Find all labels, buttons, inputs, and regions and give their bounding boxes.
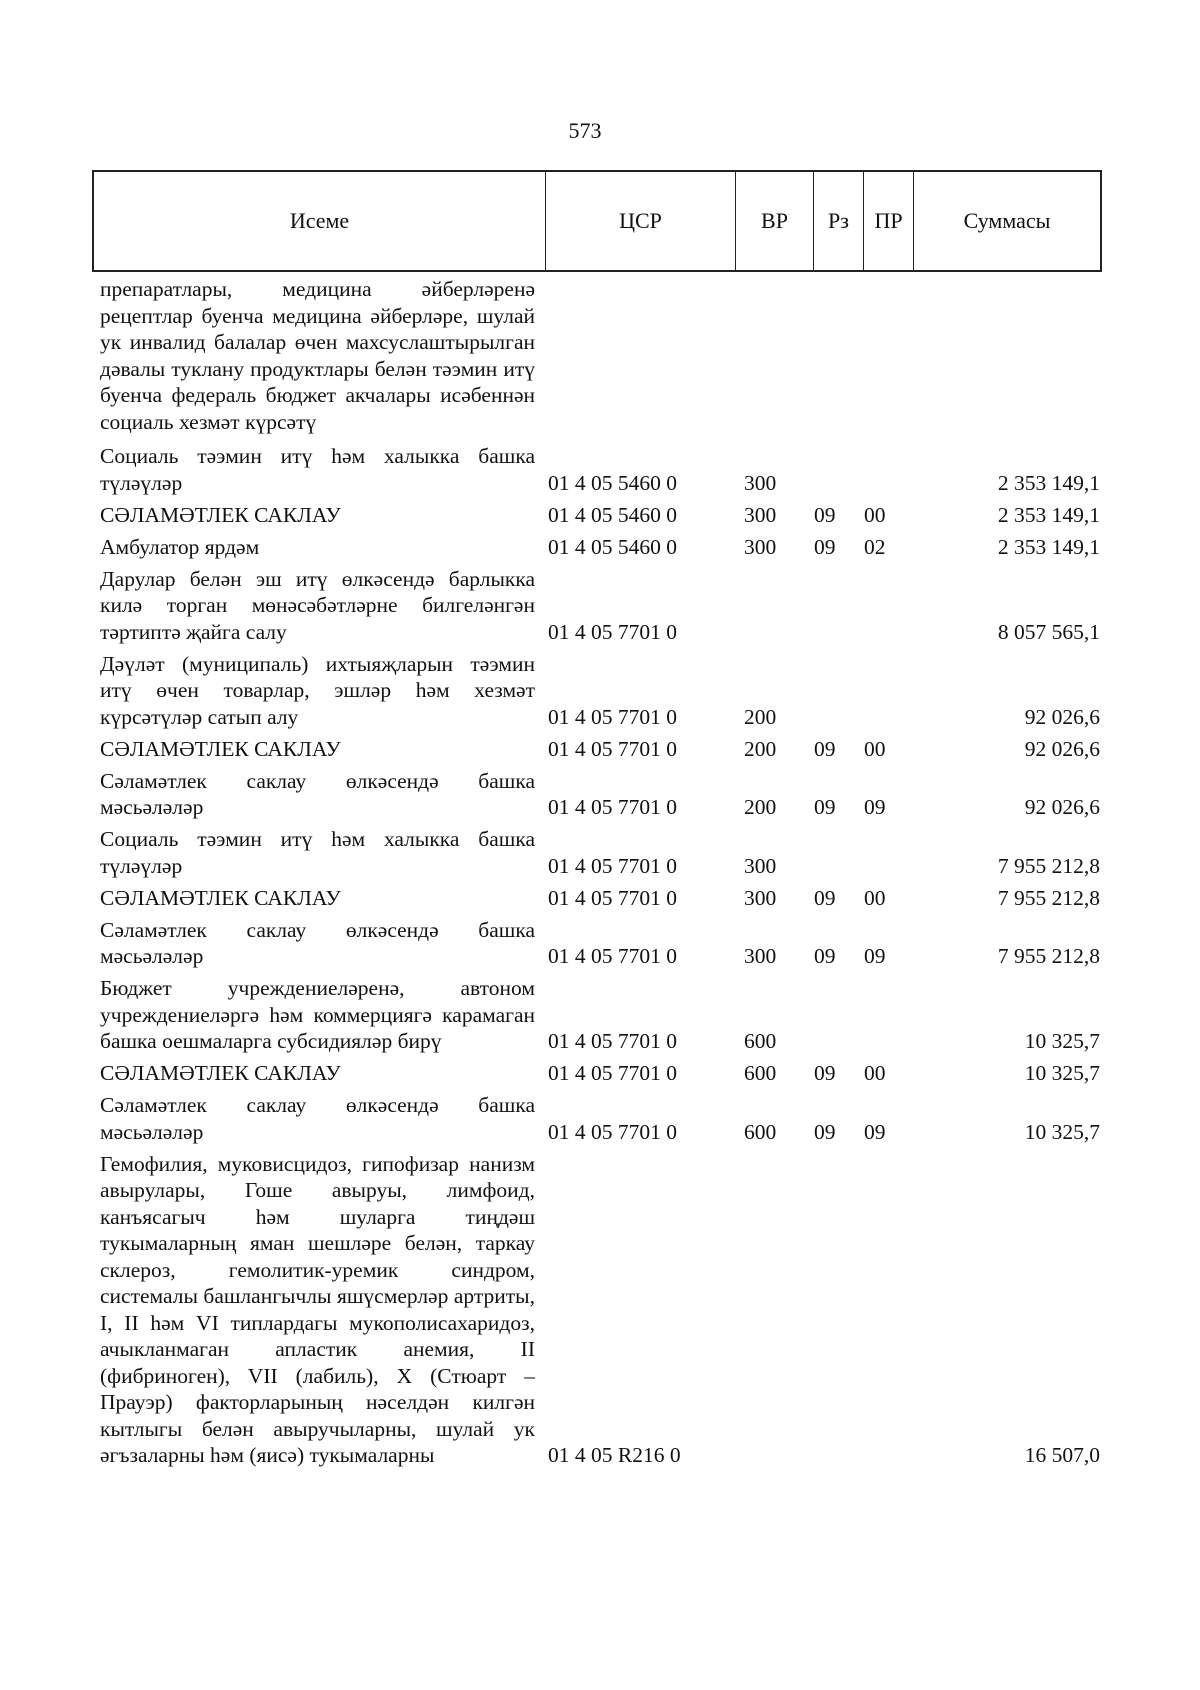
row-sum: 7 955 212,8 (997, 944, 1100, 968)
row-sum: 8 057 565,1 (997, 619, 1100, 644)
row-vr: 200 (744, 704, 777, 729)
table-header (92, 170, 1102, 272)
table-row (100, 651, 1100, 731)
row-csr: 01 4 05 R216 0 (548, 1443, 681, 1467)
table-row (100, 502, 1100, 529)
header-name: Исеме (94, 172, 546, 270)
row-rz: 09 (814, 885, 836, 910)
row-csr: 01 4 05 7701 0 (548, 1119, 677, 1144)
table-row (100, 1151, 1100, 1469)
row-name: Дарулар белән эш итү өлкәсендә барлыкка килә торган мөнәсәбәтләрне билгеләнгән тәртиптә җайга салу (100, 566, 535, 644)
table-row (100, 534, 1100, 561)
row-pr: 09 (864, 944, 886, 968)
row-name: СӘЛАМӘТЛЕК САКЛАУ (100, 502, 341, 527)
row-sum: 2 353 149,1 (997, 470, 1100, 495)
row-sum: 10 325,7 (1024, 1061, 1100, 1085)
row-csr: 01 4 05 7701 0 (548, 1061, 677, 1085)
row-sum: 16 507,0 (1024, 1443, 1100, 1467)
row-csr: 01 4 05 7701 0 (548, 853, 677, 878)
row-name: Социаль тәэмин итү һәм халыкка башка түләүләр (100, 444, 535, 495)
page-number: 573 (568, 118, 602, 143)
row-vr: 200 (744, 795, 777, 819)
row-sum: 10 325,7 (1024, 1119, 1100, 1144)
row-name: Гемофилия, муковисцидоз, гипофизар нанизм авырулары, Гоше авыруы, лимфоид, канъясагыч һәм шуларга тиңдәш тукымаларның яман шешләре белән, таркау склероз, гемолитик-уремик синдром, системалы башлангычлы яшүсмерләр артриты, I, II һәм VI типлардагы мукополисахаридоз, ачыкланмаган апластик анемия, II (фибриноген), VII (лабиль), X (Стюарт – Прауэр) факторларының нәселдән килгән кытлыгы белән авыручыларны, шулай ук әгъзаларны һәм (яисә) тукымаларны (100, 1151, 535, 1467)
table-row (100, 975, 1100, 1055)
table-row (100, 885, 1100, 912)
row-pr: 00 (864, 736, 886, 761)
row-rz: 09 (814, 1119, 836, 1144)
row-rz: 09 (814, 1061, 836, 1085)
row-pr: 09 (864, 795, 886, 819)
row-name: Сәламәтлек саклау өлкәсендә башка мәсьәләләр (100, 768, 535, 819)
row-sum: 2 353 149,1 (997, 502, 1100, 527)
row-rz: 09 (814, 795, 836, 819)
table-row (100, 566, 1100, 646)
row-sum: 10 325,7 (1024, 1029, 1100, 1053)
row-sum: 92 026,6 (1024, 795, 1100, 819)
table-row (100, 826, 1100, 879)
table-row (100, 917, 1100, 970)
row-name: Амбулатор ярдәм (100, 534, 260, 559)
row-name: Социаль тәэмин итү һәм халыкка башка түләүләр (100, 827, 535, 878)
row-csr: 01 4 05 7701 0 (548, 619, 677, 644)
row-rz: 09 (814, 502, 836, 527)
header-csr: ЦСР (546, 172, 736, 270)
row-name: СӘЛАМӘТЛЕК САКЛАУ (100, 1061, 341, 1085)
row-csr: 01 4 05 7701 0 (548, 885, 677, 910)
row-vr: 300 (744, 470, 777, 495)
row-vr: 300 (744, 944, 777, 968)
row-vr: 300 (744, 885, 777, 910)
row-rz: 09 (814, 534, 836, 559)
row-name: Сәламәтлек саклау өлкәсендә башка мәсьәләләр (100, 917, 535, 968)
header-rz: Рз (814, 172, 864, 270)
row-rz: 09 (814, 736, 836, 761)
header-pr: ПР (864, 172, 914, 270)
header-sum: Суммасы (963, 208, 1051, 233)
row-name: Дәүләт (муниципаль) ихтыяҗларын тәэмин итү өчен товарлар, эшләр һәм хезмәт күрсәтүләр сатып алу (100, 651, 535, 729)
row-sum: 92 026,6 (1024, 736, 1100, 761)
row-sum: 7 955 212,8 (997, 885, 1100, 910)
table-row (100, 768, 1100, 821)
row-csr: 01 4 05 5460 0 (548, 502, 677, 527)
row-sum: 7 955 212,8 (997, 853, 1100, 878)
row-csr: 01 4 05 7701 0 (548, 795, 677, 819)
row-sum: 2 353 149,1 (997, 534, 1100, 559)
row-vr: 600 (744, 1119, 777, 1144)
row-csr: 01 4 05 7701 0 (548, 944, 677, 968)
row-pr: 02 (864, 534, 886, 559)
table-row (100, 1060, 1100, 1087)
row-pr: 00 (864, 1061, 886, 1085)
row-pr: 00 (864, 502, 886, 527)
row-sum: 92 026,6 (1024, 704, 1100, 729)
row-csr: 01 4 05 7701 0 (548, 736, 677, 761)
row-name: Сәламәтлек саклау өлкәсендә башка мәсьәләләр (100, 1093, 535, 1144)
row-vr: 300 (744, 502, 777, 527)
row-csr: 01 4 05 5460 0 (548, 470, 677, 495)
row-vr: 600 (744, 1029, 777, 1053)
header-vr: ВР (736, 172, 814, 270)
table-row (100, 276, 1100, 435)
row-vr: 300 (744, 853, 777, 878)
row-vr: 600 (744, 1061, 777, 1085)
row-csr: 01 4 05 7701 0 (548, 1029, 677, 1053)
table-body (100, 276, 1100, 1474)
table-row (100, 736, 1100, 763)
row-pr: 09 (864, 1119, 886, 1144)
row-vr: 300 (744, 534, 777, 559)
row-vr: 200 (744, 736, 777, 761)
row-csr: 01 4 05 5460 0 (548, 534, 677, 559)
row-name: СӘЛАМӘТЛЕК САКЛАУ (100, 736, 341, 761)
row-name: Бюджет учреждениеләренә, автоном учреждениеләргә һәм коммерциягә карамаган башка оешмаларга субсидияләр бирү (100, 976, 535, 1053)
row-name: СӘЛАМӘТЛЕК САКЛАУ (100, 885, 341, 910)
row-name: препаратлары, медицина әйберләренә рецептлар буенча медицина әйберләре, шулай ук инвалид балалар өчен махсуслаштырылган дәвалы туклану продуктлары белән тәэмин итү буенча федераль бюджет акчалары исәбеннән социаль хезмәт күрсәтү (100, 277, 535, 434)
table-row (100, 1092, 1100, 1145)
table-row (100, 443, 1100, 496)
row-csr: 01 4 05 7701 0 (548, 704, 677, 729)
row-pr: 00 (864, 885, 886, 910)
row-rz: 09 (814, 944, 836, 968)
